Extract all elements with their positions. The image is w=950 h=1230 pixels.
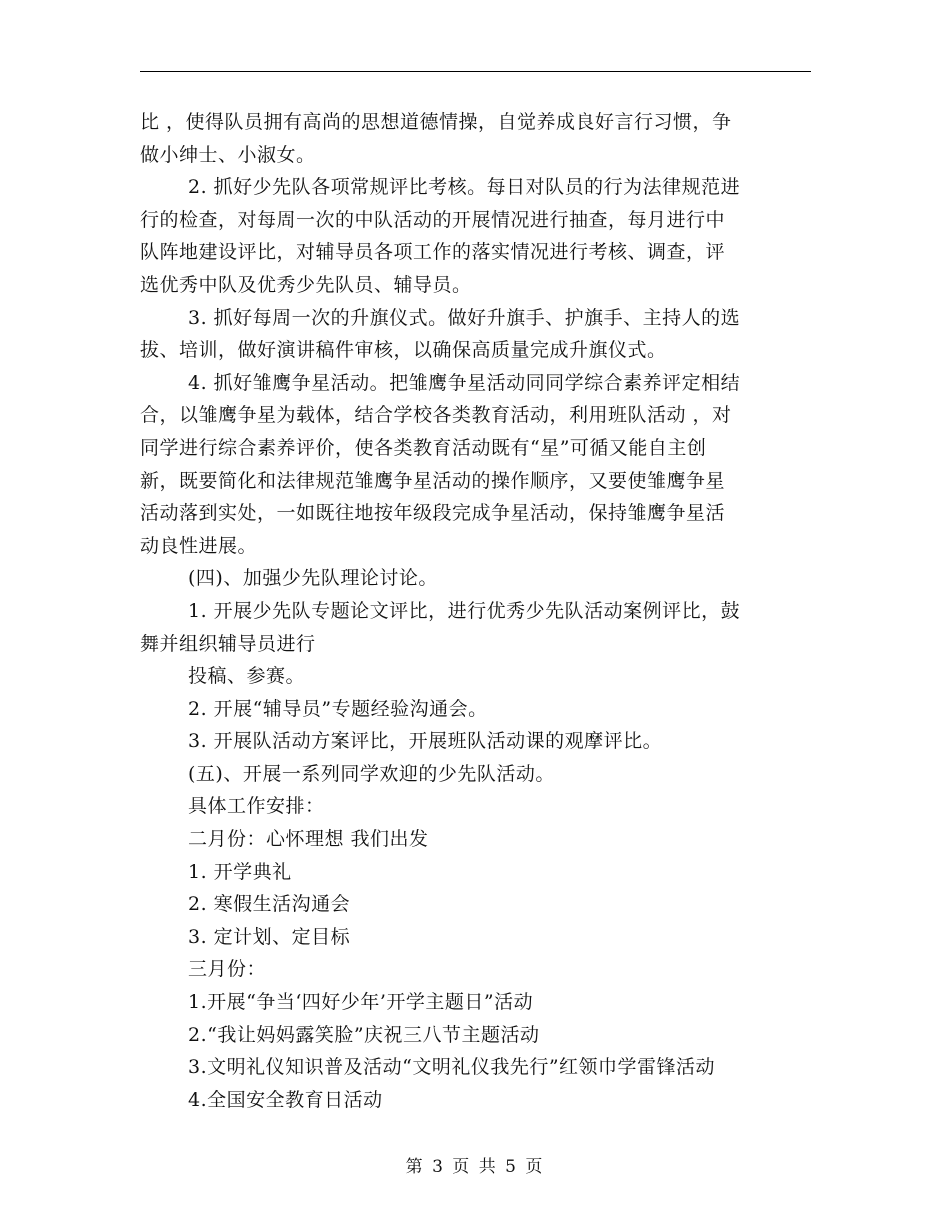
list-item: 2.“我让妈妈露笑脸”庆祝三八节主题活动 [188, 1023, 540, 1046]
text-line: 拔、培训，做好演讲稿件审核，以确保高质量完成升旗仪式。 [140, 339, 667, 362]
text-line: 2. 抓好少先队各项常规评比考核。每日对队员的行为法律规范进 [188, 176, 741, 199]
list-item: 4.全国安全教育日活动 [188, 1088, 383, 1111]
month-heading: 三月份： [188, 958, 267, 981]
text-line: 选优秀中队及优秀少先队员、辅导员。 [140, 273, 472, 296]
list-item: 2. 寒假生活沟通会 [188, 893, 351, 916]
month-heading: 二月份：心怀理想 我们出发 [188, 828, 429, 851]
section-heading: (五)、开展一系列同学欢迎的少先队活动。 [188, 762, 555, 785]
list-item: 3.文明礼仪知识普及活动“文明礼仪我先行”红领巾学雷锋活动 [188, 1056, 716, 1079]
text-line: 比 ，使得队员拥有高尚的思想道德情操，自觉养成良好言行习惯，争 [140, 111, 732, 133]
text-line: 同学进行综合素养评价，使各类教育活动既有“星”可循又能自主创 [140, 436, 707, 459]
text-line: 3. 开展队活动方案评比，开展班队活动课的观摩评比。 [188, 730, 663, 753]
text-line: 活动落到实处，一如既往地按年级段完成争星活动，保持雏鹰争星活 [140, 502, 726, 525]
text-line: 2. 开展“辅导员”专题经验沟通会。 [188, 697, 488, 720]
text-line: 具体工作安排： [188, 795, 325, 818]
text-line: 合，以雏鹰争星为载体，结合学校各类教育活动，利用班队活动 ，对 [140, 404, 732, 427]
text-line: 做小绅士、小淑女。 [140, 143, 316, 166]
section-heading: (四)、加强少先队理论讨论。 [188, 567, 438, 590]
text-line: 1. 开展少先队专题论文评比，进行优秀少先队活动案例评比，鼓 [188, 599, 741, 622]
text-line: 投稿、参赛。 [188, 665, 306, 688]
text-line: 舞并组织辅导员进行 [140, 632, 316, 655]
text-line: 新，既要简化和法律规范雏鹰争星活动的操作顺序，又要使雏鹰争星 [140, 469, 726, 492]
document-body [140, 106, 815, 1116]
text-line: 3. 抓好每周一次的升旗仪式。做好升旗手、护旗手、主持人的选 [188, 306, 741, 329]
text-line: 队阵地建设评比，对辅导员各项工作的落实情况进行考核、调查，评 [140, 241, 726, 264]
page-number: 第 3 页 共 5 页 [405, 1157, 545, 1177]
list-item: 1.开展“争当‘四好少年’开学主题日”活动 [188, 991, 534, 1014]
list-item: 1. 开学典礼 [188, 860, 292, 883]
list-item: 3. 定计划、定目标 [188, 925, 351, 948]
text-line: 行的检查，对每周一次的中队活动的开展情况进行抽查，每月进行中 [140, 208, 726, 231]
text-line: 4. 抓好雏鹰争星活动。把雏鹰争星活动同同学综合素养评定相结 [188, 371, 741, 394]
header-rule [140, 71, 811, 72]
text-line: 动良性进展。 [140, 534, 258, 557]
